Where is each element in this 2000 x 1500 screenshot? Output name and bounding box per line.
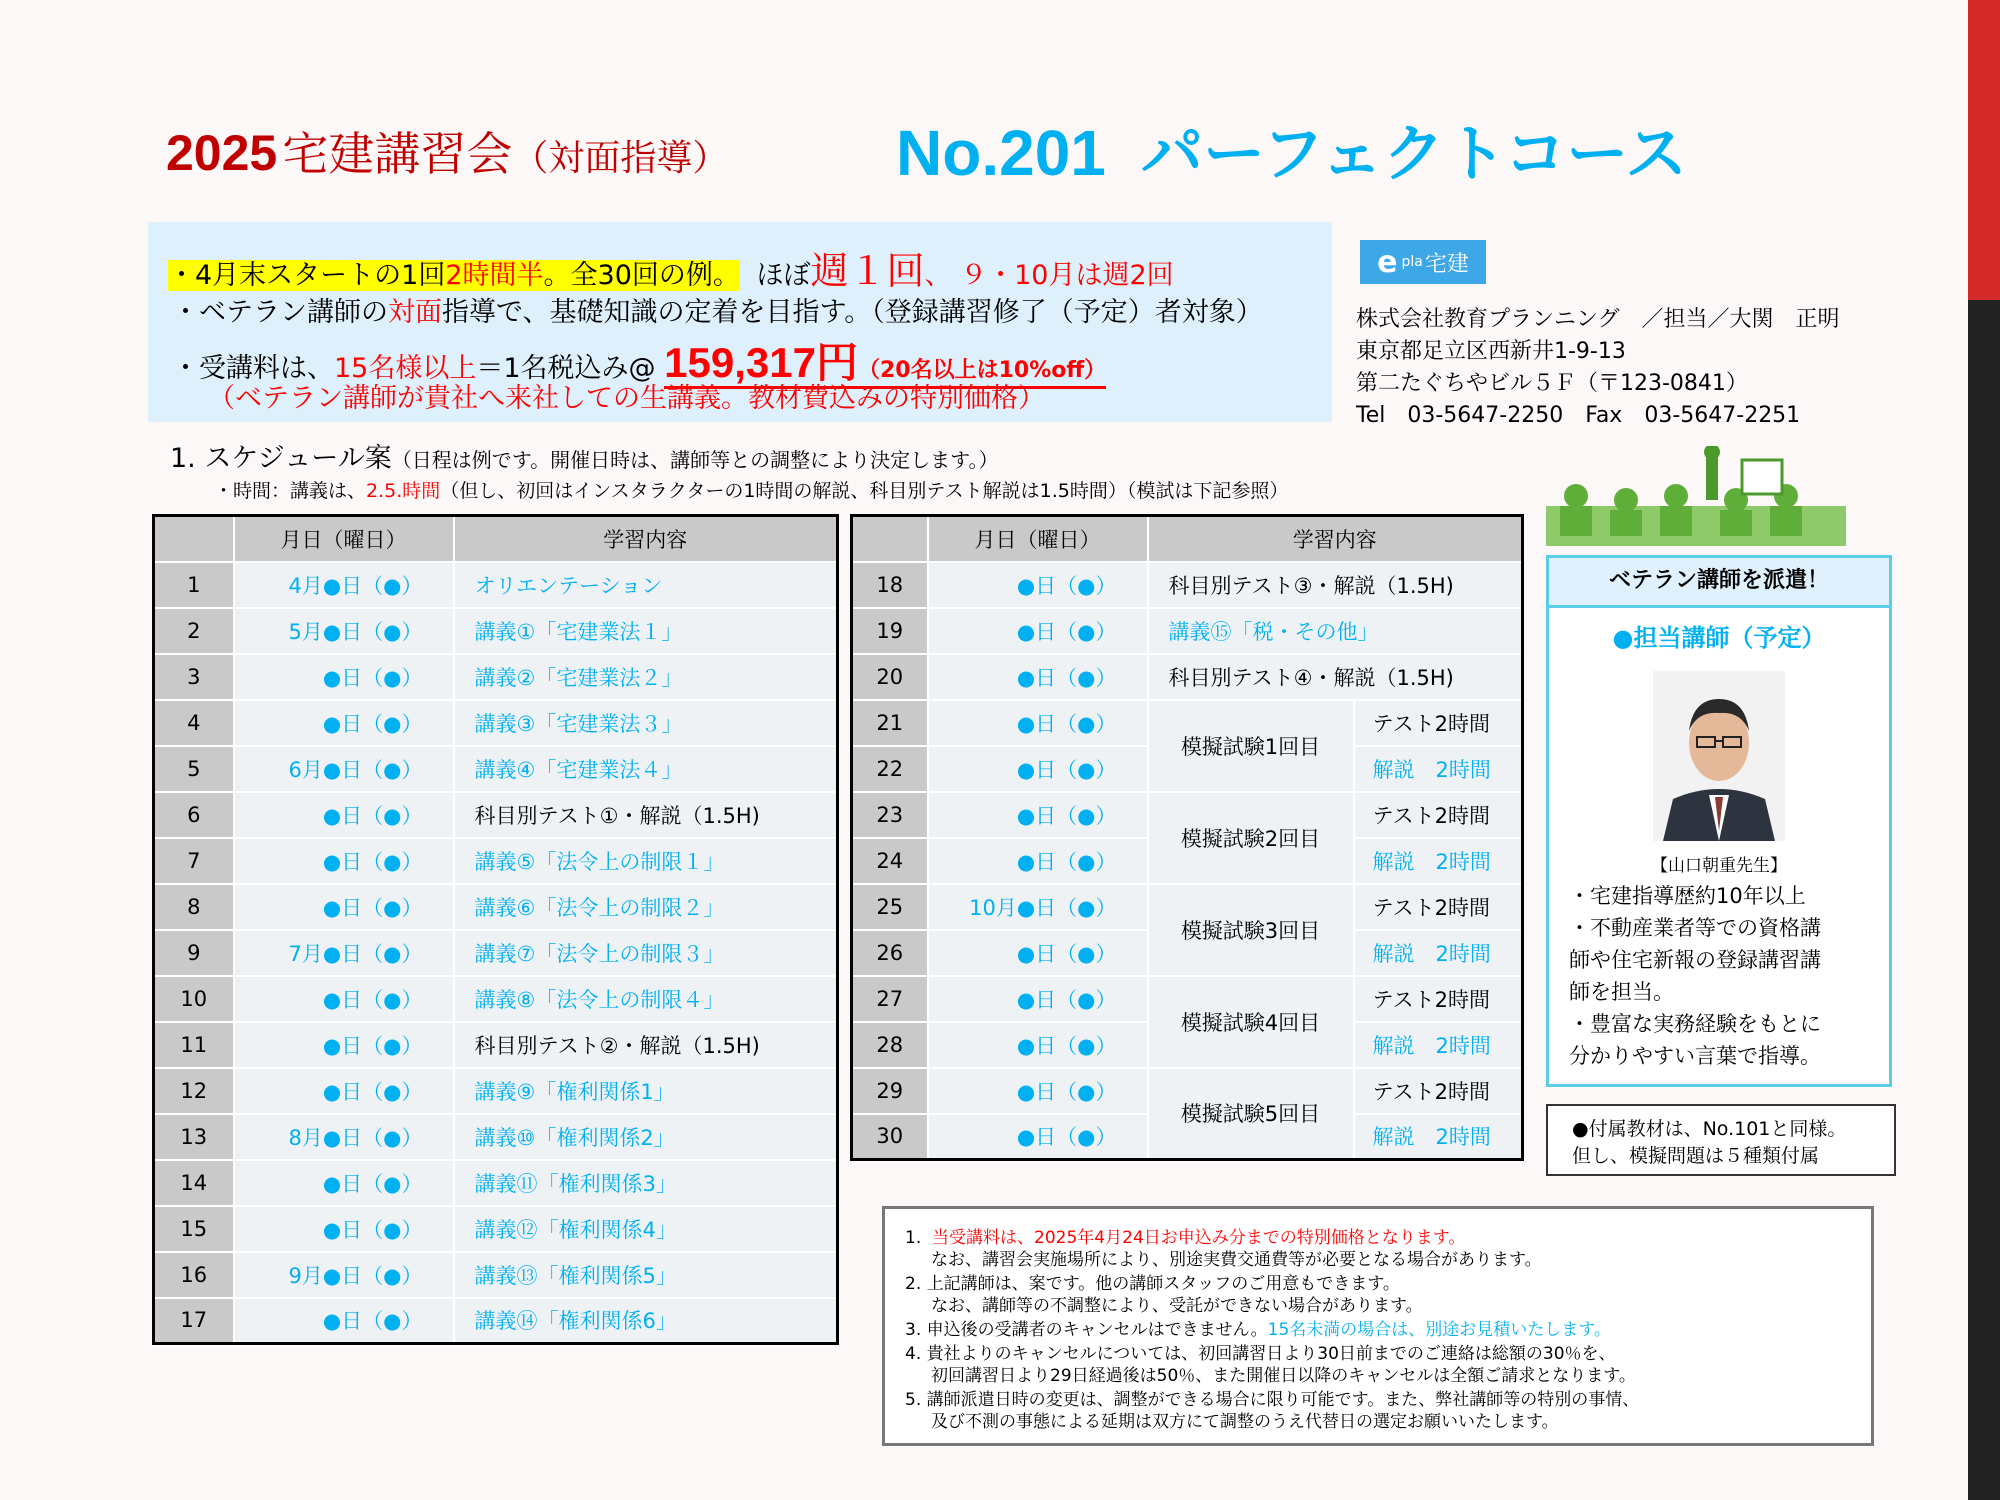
row-date: ●日（●） <box>928 746 1148 792</box>
row-part: 解説 2時間 <box>1354 930 1523 976</box>
row-part: テスト2時間 <box>1354 884 1523 930</box>
company-name: 株式会社教育プランニング ／担当／大関 正明 <box>1356 307 1840 332</box>
term-5: 5. 講師派遣日時の変更は、調整ができる場合に限り可能です。また、弊社講師等の特別の事情、 <box>905 1390 1640 1410</box>
row-date: ●日（●） <box>234 1206 454 1252</box>
table-row <box>154 792 838 838</box>
row-content: 講義④「宅建業法４」 <box>454 746 838 792</box>
row-number: 20 <box>852 654 928 700</box>
row-number: 1 <box>154 562 234 608</box>
row-number: 17 <box>154 1298 234 1344</box>
course-number: No.201 <box>896 117 1106 189</box>
row-content: 講義⑫「権利関係4」 <box>454 1206 838 1252</box>
row-date: ●日（●） <box>928 700 1148 746</box>
row-date: ●日（●） <box>234 976 454 1022</box>
instructor-bio: ・宅建指導歴約10年以上 ・不動産業者等での資格講 師や住宅新報の登録講習講 師を担当。 ・豊富な実務経験をもとに 分かりやすい言葉で指導。 <box>1569 884 1821 1068</box>
row-date: ●日（●） <box>234 838 454 884</box>
row-content: 講義⑥「法令上の制限２」 <box>454 884 838 930</box>
table-row <box>154 1206 838 1252</box>
term-5b: 及び不測の事態による延期は双方にて調整のうえ代替日の選定お願いいたします。 <box>931 1412 1559 1432</box>
row-date: ●日（●） <box>928 930 1148 976</box>
row-date: ●日（●） <box>928 792 1148 838</box>
row-part: 解説 2時間 <box>1354 1022 1523 1068</box>
table-row <box>154 884 838 930</box>
row-date: ●日（●） <box>234 700 454 746</box>
row-number: 24 <box>852 838 928 884</box>
row-content: 講義⑤「法令上の制限１」 <box>454 838 838 884</box>
row-content: 講義⑬「権利関係5」 <box>454 1252 838 1298</box>
title-main: 宅建講習会 <box>282 127 513 181</box>
row-number: 15 <box>154 1206 234 1252</box>
row-content: オリエンテーション <box>454 562 838 608</box>
row-number: 30 <box>852 1114 928 1160</box>
intro-highlight: ・4月末スタートの1回2時間半。全30回の例。 <box>168 260 740 291</box>
row-part: テスト2時間 <box>1354 1068 1523 1114</box>
row-date: ●日（●） <box>928 838 1148 884</box>
table-row <box>154 1068 838 1114</box>
term-1: 1. 当受講料は、2025年4月24日お申込み分までの特別価格となります。 <box>905 1228 1466 1248</box>
table-row <box>154 1252 838 1298</box>
row-number: 6 <box>154 792 234 838</box>
epla-logo: e pla 宅建 <box>1360 240 1486 284</box>
row-date: 9月●日（●） <box>234 1252 454 1298</box>
row-exam: 模擬試験4回目 <box>1148 976 1354 1068</box>
row-date: 6月●日（●） <box>234 746 454 792</box>
table-row <box>154 1022 838 1068</box>
row-date: 10月●日（●） <box>928 884 1148 930</box>
row-number: 18 <box>852 562 928 608</box>
course-name: パーフェクトコース <box>1140 117 1688 190</box>
row-number: 3 <box>154 654 234 700</box>
materials-note: ●付属教材は、No.101と同様。 但し、模擬問題は５種類付属 <box>1546 1104 1896 1176</box>
row-number: 8 <box>154 884 234 930</box>
term-4b: 初回講習日より29日経過後は50％、また開催日以降のキャンセルは全額ご請求となります。 <box>931 1366 1636 1386</box>
row-content: 講義⑮「税・その他」 <box>1148 608 1523 654</box>
intro-line-1: ・4月末スタートの1回2時間半。全30回の例。 ほぼ週１回、 ９・10月は週2回 <box>168 249 1174 293</box>
row-date: ●日（●） <box>234 1160 454 1206</box>
term-2b: なお、講師等の不調整により、受託ができない場合があります。 <box>931 1296 1423 1316</box>
page-title <box>166 118 728 184</box>
col-content: 学習内容 <box>1148 516 1523 562</box>
row-number: 5 <box>154 746 234 792</box>
title-year: 2025 <box>166 125 278 181</box>
row-content: 講義①「宅建業法１」 <box>454 608 838 654</box>
table-row <box>154 562 838 608</box>
table-row <box>852 654 1523 700</box>
table-row <box>154 1160 838 1206</box>
row-number: 23 <box>852 792 928 838</box>
table-row <box>852 884 1523 930</box>
row-date: ●日（●） <box>928 1022 1148 1068</box>
side-accent-bar <box>1968 0 2000 1500</box>
instructor-name: 【山口朝重先生】 <box>1651 856 1787 876</box>
row-number: 16 <box>154 1252 234 1298</box>
term-1b: なお、講習会実施場所により、別途実費交通費等が必要となる場合があります。 <box>931 1250 1542 1270</box>
row-content: 講義⑨「権利関係1」 <box>454 1068 838 1114</box>
row-date: ●日（●） <box>928 976 1148 1022</box>
row-number: 29 <box>852 1068 928 1114</box>
row-date: ●日（●） <box>928 1068 1148 1114</box>
instructor-photo <box>1653 671 1785 841</box>
row-date: ●日（●） <box>234 654 454 700</box>
row-date: ●日（●） <box>234 1298 454 1344</box>
row-number: 26 <box>852 930 928 976</box>
row-exam: 模擬試験5回目 <box>1148 1068 1354 1160</box>
schedule-heading: 1. スケジュール案（日程は例です。開催日時は、講師等との調整により決定します。） <box>170 443 999 474</box>
lecture-illustration <box>1546 446 1846 546</box>
row-date: 4月●日（●） <box>234 562 454 608</box>
row-number: 13 <box>154 1114 234 1160</box>
row-number: 12 <box>154 1068 234 1114</box>
table-row <box>154 976 838 1022</box>
table-row <box>852 1068 1523 1114</box>
col-no <box>154 516 234 562</box>
row-number: 27 <box>852 976 928 1022</box>
row-number: 28 <box>852 1022 928 1068</box>
row-exam: 模擬試験1回目 <box>1148 700 1354 792</box>
intro-line-4: （ベテラン講師が貴社へ来社しての生講義。教材費込みの特別価格） <box>208 383 1045 414</box>
intro-line-2: ・ベテラン講師の対面指導で、基礎知識の定着を目指す。（登録講習修了（予定）者対象） <box>172 297 1263 328</box>
row-content: 講義②「宅建業法２」 <box>454 654 838 700</box>
col-content: 学習内容 <box>454 516 838 562</box>
row-date: 8月●日（●） <box>234 1114 454 1160</box>
price: 159,317円 <box>664 339 858 386</box>
row-content: 講義③「宅建業法３」 <box>454 700 838 746</box>
company-building: 第二たぐちやビル５Ｆ（〒123-0841） <box>1356 371 1748 396</box>
term-3: 3. 申込後の受講者のキャンセルはできません。15名未満の場合は、別途お見積いたします。 <box>905 1320 1611 1340</box>
table-row <box>852 608 1523 654</box>
row-date: 5月●日（●） <box>234 608 454 654</box>
terms-box <box>882 1206 1874 1446</box>
row-content: 講義⑭「権利関係6」 <box>454 1298 838 1344</box>
instructor-box <box>1546 555 1892 1087</box>
row-number: 25 <box>852 884 928 930</box>
accent-bar-red <box>1968 0 2000 300</box>
row-part: テスト2時間 <box>1354 700 1523 746</box>
table-row <box>154 654 838 700</box>
row-content: 科目別テスト④・解説（1.5H) <box>1148 654 1523 700</box>
row-part: 解説 2時間 <box>1354 746 1523 792</box>
row-date: 7月●日（●） <box>234 930 454 976</box>
schedule-time-note: ・時間：講義は、2.5.時間（但し、初回はインスタラクターの1時間の解説、科目別テスト解説は1.5時間）（模試は下記参照） <box>214 480 1289 502</box>
table-row <box>154 700 838 746</box>
row-number: 19 <box>852 608 928 654</box>
table-row <box>154 1114 838 1160</box>
term-2: 2. 上記講師は、案です。他の講師スタッフのご用意もできます。 <box>905 1274 1400 1294</box>
table-row <box>852 792 1523 838</box>
row-part: テスト2時間 <box>1354 976 1523 1022</box>
course-title <box>896 104 1687 193</box>
row-date: ●日（●） <box>234 1022 454 1068</box>
schedule-table-left <box>152 514 839 1345</box>
term-4: 4. 貴社よりのキャンセルについては、初回講習日より30日前までのご連絡は総額の30％を、 <box>905 1344 1616 1364</box>
intro-box <box>148 222 1332 422</box>
row-part: テスト2時間 <box>1354 792 1523 838</box>
col-date: 月日（曜日） <box>234 516 454 562</box>
company-phone: Tel 03-5647-2250 Fax 03-5647-2251 <box>1356 403 1801 428</box>
row-content: 講義⑦「法令上の制限３」 <box>454 930 838 976</box>
row-content: 科目別テスト①・解説（1.5H) <box>454 792 838 838</box>
row-content: 講義⑧「法令上の制限４」 <box>454 976 838 1022</box>
table-row <box>154 1298 838 1344</box>
row-date: ●日（●） <box>928 1114 1148 1160</box>
row-content: 講義⑩「権利関係2」 <box>454 1114 838 1160</box>
col-no <box>852 516 928 562</box>
row-part: 解説 2時間 <box>1354 838 1523 884</box>
row-number: 4 <box>154 700 234 746</box>
table-row <box>154 930 838 976</box>
row-content: 科目別テスト③・解説（1.5H) <box>1148 562 1523 608</box>
row-number: 2 <box>154 608 234 654</box>
row-number: 10 <box>154 976 234 1022</box>
table-row <box>154 608 838 654</box>
row-date: ●日（●） <box>234 884 454 930</box>
row-date: ●日（●） <box>234 1068 454 1114</box>
title-paren: （対面指導） <box>512 138 729 179</box>
row-date: ●日（●） <box>928 608 1148 654</box>
row-date: ●日（●） <box>234 792 454 838</box>
price-underline: 159,317円（20名以上は10%off） <box>664 353 1106 389</box>
row-number: 7 <box>154 838 234 884</box>
row-date: ●日（●） <box>928 654 1148 700</box>
row-number: 14 <box>154 1160 234 1206</box>
row-exam: 模擬試験3回目 <box>1148 884 1354 976</box>
schedule-table-right <box>850 514 1524 1161</box>
company-address: 東京都足立区西新井1-9-13 <box>1356 339 1626 364</box>
table-row <box>852 562 1523 608</box>
row-number: 9 <box>154 930 234 976</box>
row-date: ●日（●） <box>928 562 1148 608</box>
row-content: 講義⑪「権利関係3」 <box>454 1160 838 1206</box>
instructor-title: ●担当講師（予定） <box>1612 624 1826 652</box>
row-number: 21 <box>852 700 928 746</box>
table-row <box>852 700 1523 746</box>
table-row <box>154 746 838 792</box>
col-date: 月日（曜日） <box>928 516 1148 562</box>
row-number: 11 <box>154 1022 234 1068</box>
table-row <box>852 976 1523 1022</box>
row-number: 22 <box>852 746 928 792</box>
instructor-banner: ベテラン講師を派遣！ <box>1549 558 1889 608</box>
accent-bar-dark <box>1968 300 2000 1500</box>
table-row <box>154 838 838 884</box>
intro-line-3: ・受講料は、15名様以上＝1名税込み@ 159,317円（20名以上は10%off） <box>172 330 1106 390</box>
row-content: 科目別テスト②・解説（1.5H) <box>454 1022 838 1068</box>
row-exam: 模擬試験2回目 <box>1148 792 1354 884</box>
row-part: 解説 2時間 <box>1354 1114 1523 1160</box>
